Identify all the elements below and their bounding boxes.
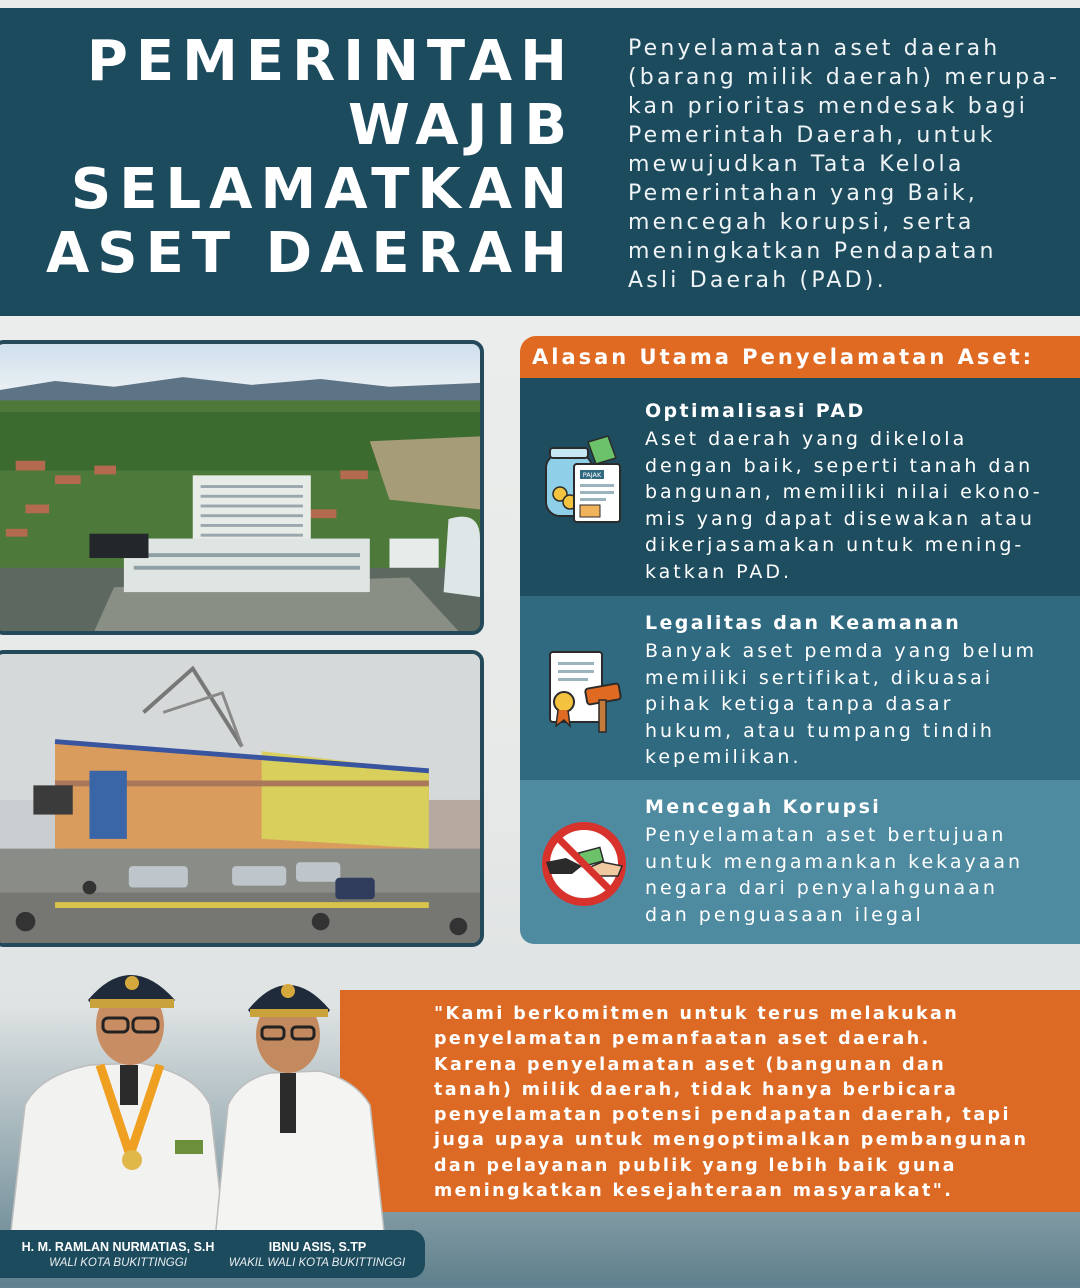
reason-title: Mencegah Korupsi: [645, 796, 882, 818]
quote-line: penyelamatan pemanfaatan aset daerah.: [434, 1029, 931, 1050]
intro-line: Pemerintah Daerah, untuk: [628, 123, 996, 148]
quote-line: juga upaya untuk mengoptimalkan pembangunan: [434, 1130, 1029, 1151]
reason-card-korupsi: [520, 780, 1080, 944]
intro-paragraph: [628, 34, 1068, 295]
quote-line: "Kami berkomitmen untuk terus melakukan: [434, 1004, 960, 1024]
reason-line: untuk mengamankan kekayaan: [645, 850, 1024, 873]
intro-line: meningkatkan Pendapatan: [628, 239, 997, 264]
market-building-photo: [0, 650, 484, 947]
title-line: SELAMATKAN: [70, 157, 575, 222]
official-quote: [434, 1002, 1074, 1204]
reason-description: [645, 822, 1075, 928]
intro-line: Asli Daerah (PAD).: [628, 268, 887, 293]
page-title: [46, 30, 575, 286]
official-name: H. M. RAMLAN NURMATIAS, S.H: [21, 1240, 215, 1254]
intro-line: Penyelamatan aset daerah: [628, 36, 1001, 61]
intro-line: mencegah korupsi, serta: [628, 210, 975, 235]
reason-card-legalitas: [520, 596, 1080, 780]
official-name: IBNU ASIS, S.TP: [268, 1240, 367, 1254]
intro-line: (barang milik daerah) merupa-: [628, 65, 1061, 90]
reason-line: hukum, atau tumpang tindih: [645, 719, 995, 742]
reason-line: kepemilikan.: [645, 746, 802, 768]
title-line: WAJIB: [348, 93, 575, 158]
title-line: PEMERINTAH: [86, 29, 575, 94]
official-role: WAKIL WALI KOTA BUKITTINGGI: [228, 1257, 406, 1269]
reason-line: Penyelamatan aset bertujuan: [645, 824, 1007, 846]
reason-card-pad: [520, 378, 1080, 596]
money-jar-document-icon: [536, 434, 632, 530]
quote-line: penyelamatan potensi pendapatan daerah, tapi: [434, 1105, 1011, 1126]
top-strip: [0, 0, 1080, 8]
reason-line: memiliki sertifikat, dikuasai: [645, 666, 994, 689]
reason-line: pihak ketiga tanpa dasar: [645, 693, 954, 715]
quote-line: Karena penyelamatan aset (bangunan dan: [434, 1054, 947, 1075]
reason-line: Aset daerah yang dikelola: [645, 428, 968, 450]
quote-line: meningkatkan kesejahteraan masyarakat".: [434, 1181, 954, 1202]
reason-line: negara dari penyalahgunaan: [645, 877, 998, 899]
quote-line: dan pelayanan publik yang lebih baik guna: [434, 1155, 957, 1176]
reason-line: bangunan, memiliki nilai ekono-: [645, 481, 1043, 503]
header-banner: [0, 8, 1080, 316]
reason-title: Optimalisasi PAD: [645, 400, 866, 422]
aerial-building-photo: [0, 340, 484, 635]
quote-line: tanah) milik daerah, tidak hanya berbicara: [434, 1079, 959, 1100]
icon-label: PAJAK: [582, 471, 602, 479]
reason-line: dan penguasaan ilegal: [645, 903, 924, 926]
title-line: ASET DAERAH: [45, 221, 575, 286]
intro-line: Pemerintahan yang Baik,: [628, 181, 978, 206]
reason-line: katkan PAD.: [645, 560, 793, 583]
official-role: WALI KOTA BUKITTINGGI: [49, 1257, 187, 1269]
reason-line: dengan baik, seperti tanah dan: [645, 454, 1034, 477]
reason-title: Legalitas dan Keamanan: [645, 612, 962, 634]
intro-line: mewujudkan Tata Kelola: [628, 152, 965, 177]
reason-line: mis yang dapat disewakan atau: [645, 507, 1035, 530]
official-1-figure: [10, 975, 225, 1240]
official-2-figure: [215, 984, 385, 1240]
certificate-gavel-icon: [536, 642, 632, 738]
reason-line: Banyak aset pemda yang belum: [645, 640, 1037, 662]
officials-namebar: [0, 1230, 425, 1278]
intro-line: kan prioritas mendesak bagi: [628, 94, 1029, 119]
reason-description: [645, 426, 1075, 585]
reason-description: [645, 638, 1075, 771]
reason-line: dikerjasamakan untuk mening-: [645, 534, 1025, 556]
officials-portrait: [0, 955, 420, 1240]
no-bribery-icon: [536, 816, 632, 912]
reasons-heading: Alasan Utama Penyelamatan Aset:: [520, 336, 1080, 378]
